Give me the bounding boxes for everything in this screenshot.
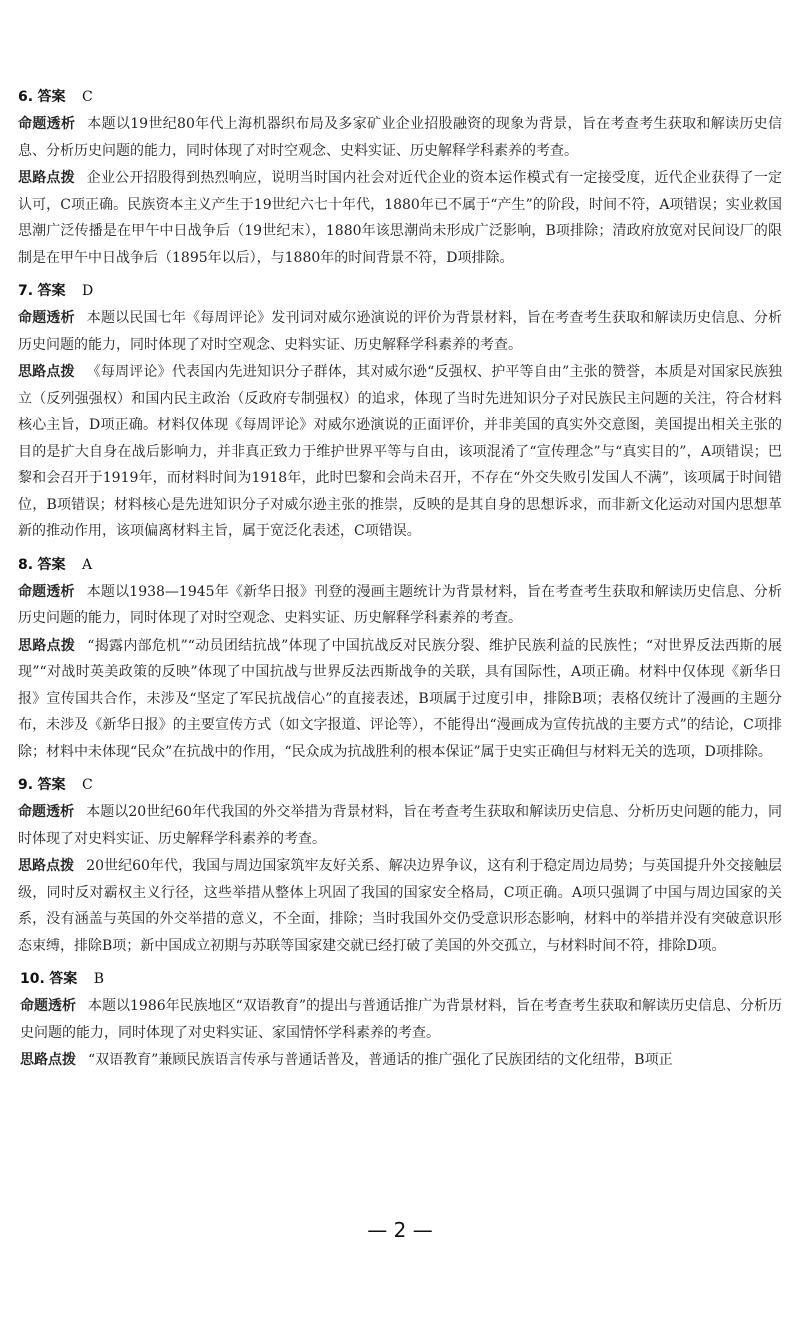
analysis-label: 命题透析 [18,583,75,600]
guide-paragraph [18,633,782,766]
answer-line [18,552,782,578]
question-8 [18,552,782,766]
answer-line [18,966,782,992]
guide-label: 思路点拨 [18,858,75,874]
guide-label: 思路点拨 [18,364,75,380]
analysis-text: 本题以20世纪60年代我国的外交举措为背景材料，旨在考查考生获取和解读历史信息、分析历史问题的能力，同时体现了对史料实证、历史解释学科素养的考查。 [18,804,782,847]
guide-text: “双语教育”兼顾民族语言传承与普通话普及，普通话的推广强化了民族团结的文化纽带，B项正 [88,1052,673,1068]
guide-label: 思路点拨 [18,170,75,186]
question-6 [18,84,782,271]
guide-text: 《每周评论》代表国内先进知识分子群体，其对威尔逊“反强权、护平等自由”主张的赞誉，本质是对国家民族独立（反列强强权）和国内民主政治（反政府专制强权）的追求，体现了当时先进知识分子对民族民主问题的关注，符合材料核心主旨，D项正确。材料仅体现《每周评论》对威尔逊演说的正面评价，并非美国的真实外交意图，美国提出相关主张的目的是扩大自身在战后影响力，并非真正致力于维护世界平等与自由，该项混淆了“宣传理念”与“真实目的”，A项错误；巴黎和会召开于1919年，而材料时间为1918年，此时巴黎和会尚未召开，不存在“外交失败引发国人不满”，该项属于时间错位，B项错误；材料核心是先进知识分子对威尔逊主张的推崇，反映的是其自身的思想诉求，而非新文化运动对国内思想革新的推动作用，该项偏离材料主旨，属于宽泛化表述，C项错误。 [18,364,783,539]
analysis-label: 命题透析 [18,804,75,820]
answer-line [18,278,782,304]
answer-value: C [81,777,93,793]
question-9 [18,772,782,959]
analysis-paragraph [18,799,782,852]
answer-label: 答案 [37,556,66,573]
question-number: 8. [18,556,34,573]
guide-text: 企业公开招股得到热烈响应，说明当时国内社会对近代企业的资本运作模式有一定接受度，近代企业获得了一定认可，C项正确。民族资本主义产生于19世纪六七十年代，1880年已不属于“产生”的阶段，时间不符，A项错误；实业救国思潮广泛传播是在甲午中日战争后（19世纪末），1880年该思潮尚未形成广泛影响，B项排除；清政府放宽对民间设厂的限制是在甲午中日战争后（1895年以后），与1880年的时间背景不符，D项排除。 [18,170,783,266]
question-number: 7. [18,283,34,299]
question-10 [18,966,782,1074]
answer-line [18,84,782,110]
question-7 [18,278,782,545]
guide-paragraph [18,853,782,959]
page-number: — 2 — [367,1218,433,1242]
answer-label: 答案 [37,777,66,793]
analysis-paragraph [18,579,782,632]
answer-line [18,772,782,798]
question-number: 9. [18,777,34,793]
analysis-text: 本题以民国七年《每周评论》发刊词对威尔逊演说的评价为背景材料，旨在考查考生获取和解读历史信息、分析历史问题的能力，同时体现了对时空观念、史料实证、历史解释学科素养的考查。 [18,310,783,353]
analysis-text: 本题以1938—1945年《新华日报》刊登的漫画主题统计为背景材料，旨在考查考生获取和解读历史信息、分析历史问题的能力，同时体现了对时空观念、史料实证、历史解释学科素养的考查。 [18,583,782,626]
guide-label: 思路点拨 [20,1052,76,1068]
answer-label: 答案 [37,89,66,105]
guide-text: “揭露内部危机”“动员团结抗战”体现了中国抗战反对民族分裂、维护民族利益的民族性；“对世界反法西斯的展现”“对战时英美政策的反映”体现了中国抗战与世界反法西斯战争的关联，具有国际性，A项正确。材料中仅体现《新华日报》宣传国共合作，未涉及“坚定了军民抗战信心”的直接表述，B项属于过度引申，排除B项；表格仅统计了漫画的主题分布，未涉及《新华日报》的主要宣传方式（如文字报道、评论等），不能得出“漫画成为宣传抗战的主要方式”的结论，C项排除；材料中未体现“民众”在抗战中的作用，“民众成为抗战胜利的根本保证”属于史实正确但与材料无关的选项，D项排除。 [18,637,782,760]
analysis-paragraph [18,111,782,164]
answer-value: A [81,556,93,573]
analysis-paragraph [18,305,782,358]
question-number: 10. [20,971,45,987]
analysis-label: 命题透析 [20,998,77,1014]
guide-text: 20世纪60年代，我国与周边国家筑牢友好关系、解决边界争议，这有利于稳定周边局势；与英国提升外交接触层级，同时反对霸权主义行径，这些举措从整体上巩固了我国的国家安全格局，C项正确。A项只强调了中国与周边国家的关系，没有涵盖与英国的外交举措的意义，不全面，排除；当时我国外交仍受意识形态影响，材料中的举措并没有突破意识形态束缚，排除B项；新中国成立初期与苏联等国家建交就已经打破了美国的外交孤立，与材料时间不符，排除D项。 [18,858,782,954]
answer-value: B [93,971,105,987]
guide-paragraph [18,165,782,271]
guide-paragraph [18,1047,782,1074]
answer-label: 答案 [49,971,78,987]
analysis-text: 本题以1986年民族地区“双语教育”的提出与普通话推广为背景材料，旨在考查考生获取和解读历史信息、分析历史问题的能力，同时体现了对史料实证、家国情怀学科素养的考查。 [20,998,782,1041]
guide-label: 思路点拨 [18,637,76,654]
question-number: 6. [18,89,34,105]
analysis-text: 本题以19世纪80年代上海机器织布局及多家矿业企业招股融资的现象为背景，旨在考查考生获取和解读历史信息、分析历史问题的能力，同时体现了对时空观念、史料实证、历史解释学科素养的考查。 [18,116,782,159]
analysis-label: 命题透析 [18,310,75,326]
analysis-label: 命题透析 [18,116,76,132]
answer-value: D [81,283,94,299]
answer-label: 答案 [37,283,66,299]
answer-value: C [81,89,93,105]
guide-paragraph [18,359,782,545]
analysis-paragraph [18,993,782,1046]
